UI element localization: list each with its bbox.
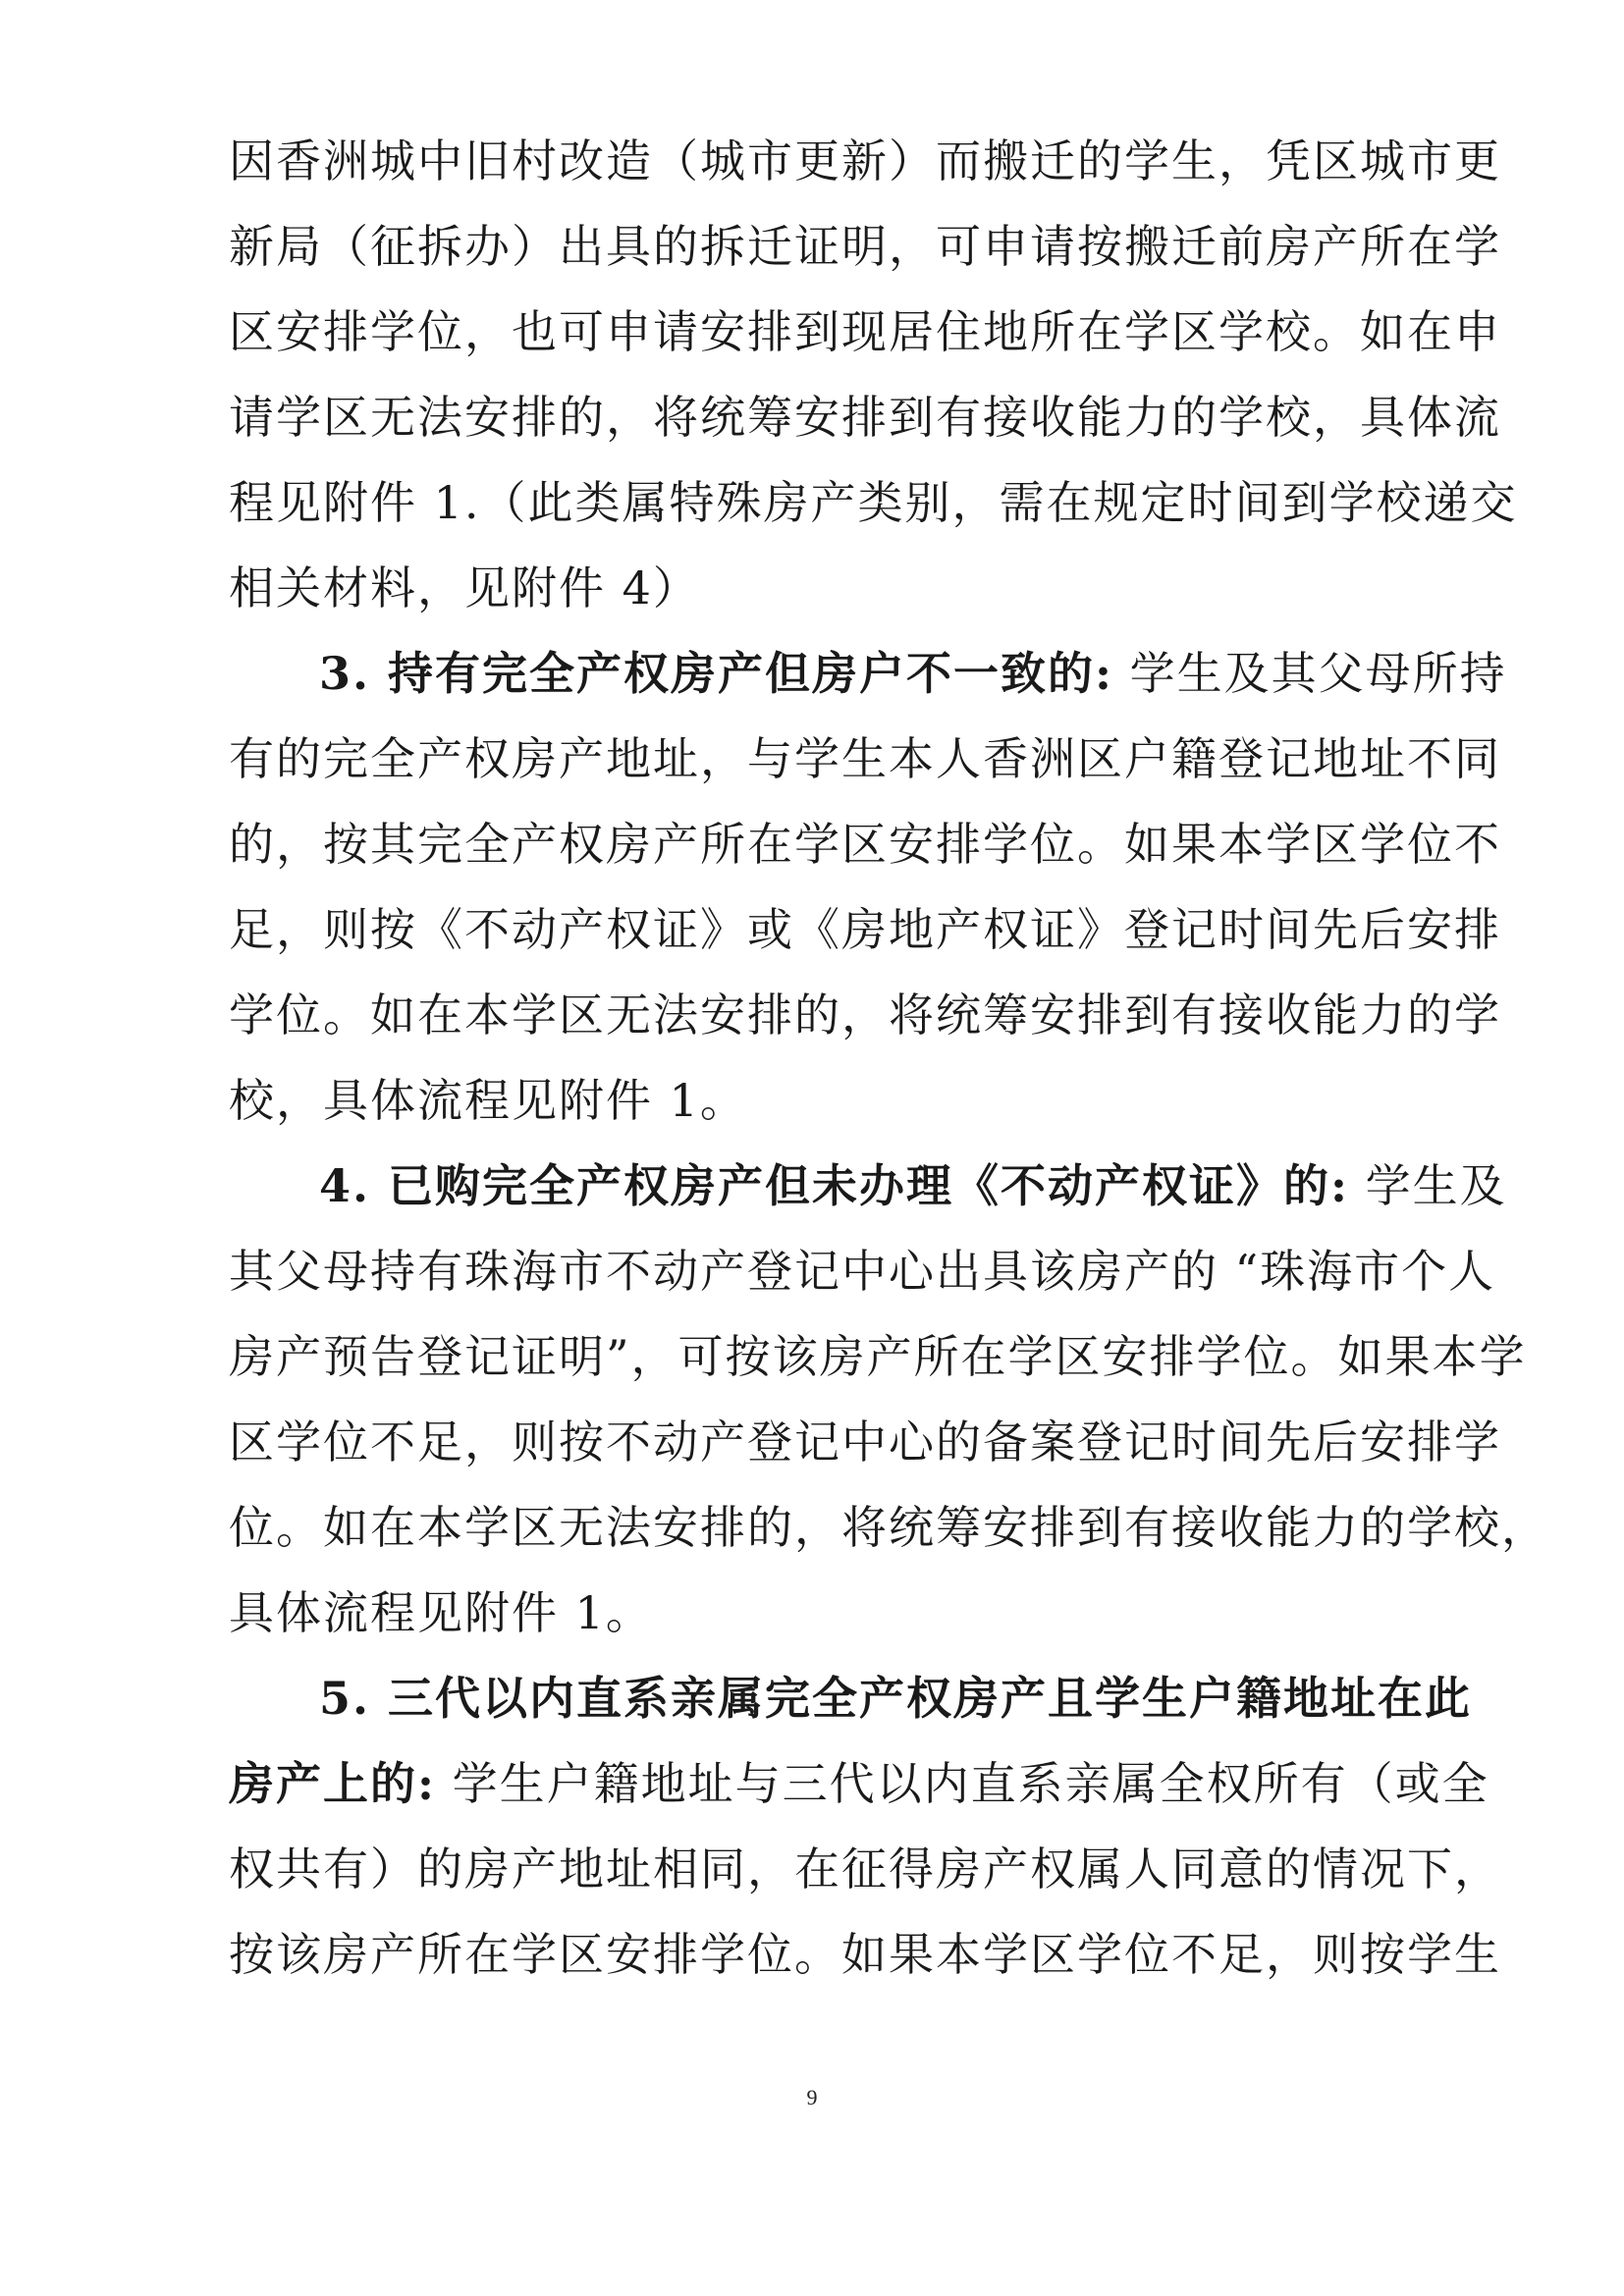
text-line: 区安排学位，也可申请安排到现居住地所在学区学校。如在申: [229, 305, 1501, 358]
text-line: 程见附件 1.（此类属特殊房产类别，需在规定时间到学校递交: [229, 476, 1518, 529]
text-line: 新局（征拆办）出具的拆迁证明，可申请按搬迁前房产所在学: [229, 220, 1501, 273]
text-line: 有的完全产权房产地址，与学生本人香洲区户籍登记地址不同: [229, 732, 1501, 785]
text-line: 的，按其完全产权房产所在学区安排学位。如果本学区学位不: [229, 818, 1501, 871]
text-line: 相关材料，见附件 4）: [229, 561, 700, 614]
item-5-second-line: [229, 1748, 1489, 1819]
text-line: 区学位不足，则按不动产登记中心的备案登记时间先后安排学: [229, 1415, 1501, 1468]
text-line: 因香洲城中旧村改造（城市更新）而搬迁的学生，凭区城市更: [229, 134, 1501, 187]
item-4-first-line: [229, 1150, 1507, 1221]
item-5-text: 学生户籍地址与三代以内直系亲属全权所有（或全: [435, 1757, 1489, 1810]
item-3-heading: 3. 持有完全产权房产但房户不一致的:: [319, 647, 1114, 700]
item-3-text: 学生及其父母所持: [1113, 647, 1507, 700]
text-line: 按该房产所在学区安排学位。如果本学区学位不足，则按学生: [229, 1928, 1501, 1981]
text-line: 足，则按《不动产权证》或《房地产权证》登记时间先后安排: [229, 903, 1501, 956]
text-line: 请学区无法安排的，将统筹安排到有接收能力的学校，具体流: [229, 391, 1501, 444]
text-line: 具体流程见附件 1。: [229, 1586, 653, 1639]
item-4-text: 学生及: [1349, 1159, 1507, 1212]
item-3-first-line: [229, 638, 1507, 709]
text-line: 学位。如在本学区无法安排的，将统筹安排到有接收能力的学: [229, 988, 1501, 1041]
item-5-heading: 5. 三代以内直系亲属完全产权房产且学生户籍地址在此: [319, 1672, 1473, 1725]
text-line: 其父母持有珠海市不动产登记中心出具该房产的 “珠海市个人: [229, 1245, 1496, 1298]
text-line: 校，具体流程见附件 1。: [229, 1074, 747, 1127]
text-line: 房产预告登记证明”，可按该房产所在学区安排学位。如果本学: [229, 1330, 1527, 1383]
item-4-heading: 4. 已购完全产权房产但未办理《不动产权证》的:: [319, 1159, 1350, 1212]
page-number: 9: [806, 2085, 818, 2109]
text-line: 位。如在本学区无法安排的，将统筹安排到有接收能力的学校，: [229, 1501, 1548, 1554]
text-line: 权共有）的房产地址相同，在征得房产权属人同意的情况下，: [229, 1842, 1501, 1896]
item-5-heading-cont: 房产上的:: [229, 1757, 436, 1810]
